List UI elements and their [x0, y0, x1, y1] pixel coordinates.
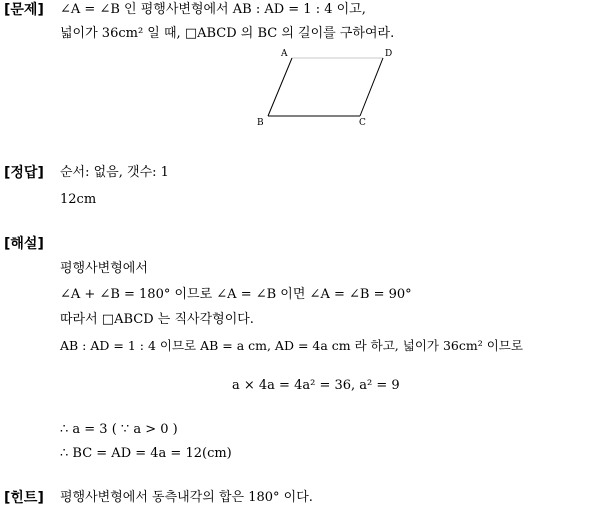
solution-equation: a × 4a = 4a² = 36, a² = 9 — [232, 378, 400, 393]
vertex-d-label: D — [385, 49, 393, 59]
vertex-b-label: B — [257, 118, 264, 128]
solution-line-6: ∴ a = 3 ( ∵ a > 0 ) — [60, 422, 178, 437]
vertex-c-label: C — [359, 118, 366, 128]
side-ab — [268, 58, 292, 116]
vertex-a-label: A — [281, 49, 288, 59]
parallelogram-figure — [250, 44, 410, 130]
side-dc — [360, 58, 383, 116]
hint-label: [힌트] — [4, 490, 44, 506]
solution-line-7: ∴ BC = AD = 4a = 12(cm) — [60, 446, 232, 461]
problem-line-2: 넓이가 36cm² 일 때, □ABCD 의 BC 의 길이를 구하여라. — [60, 26, 395, 41]
answer-line-1: 순서: 없음, 갯수: 1 — [60, 165, 169, 180]
solution-label: [해설] — [4, 236, 44, 252]
problem-line-1: ∠A = ∠B 인 평행사변형에서 AB : AD = 1 : 4 이고, — [60, 2, 366, 17]
answer-label: [정답] — [4, 165, 44, 181]
hint-line-1: 평행사변형에서 동측내각의 합은 180° 이다. — [60, 490, 313, 505]
solution-line-1: 평행사변형에서 — [60, 261, 148, 276]
solution-line-2: ∠A + ∠B = 180° 이므로 ∠A = ∠B 이면 ∠A = ∠B = 90° — [60, 287, 412, 302]
problem-label: [문제] — [4, 2, 44, 18]
solution-line-3: 따라서 □ABCD 는 직사각형이다. — [60, 312, 254, 327]
answer-line-2: 12cm — [60, 192, 97, 207]
solution-line-4: AB : AD = 1 : 4 이므로 AB = a cm, AD = 4a cm 라 하고, 넓이가 36cm² 이므로 — [60, 338, 523, 353]
